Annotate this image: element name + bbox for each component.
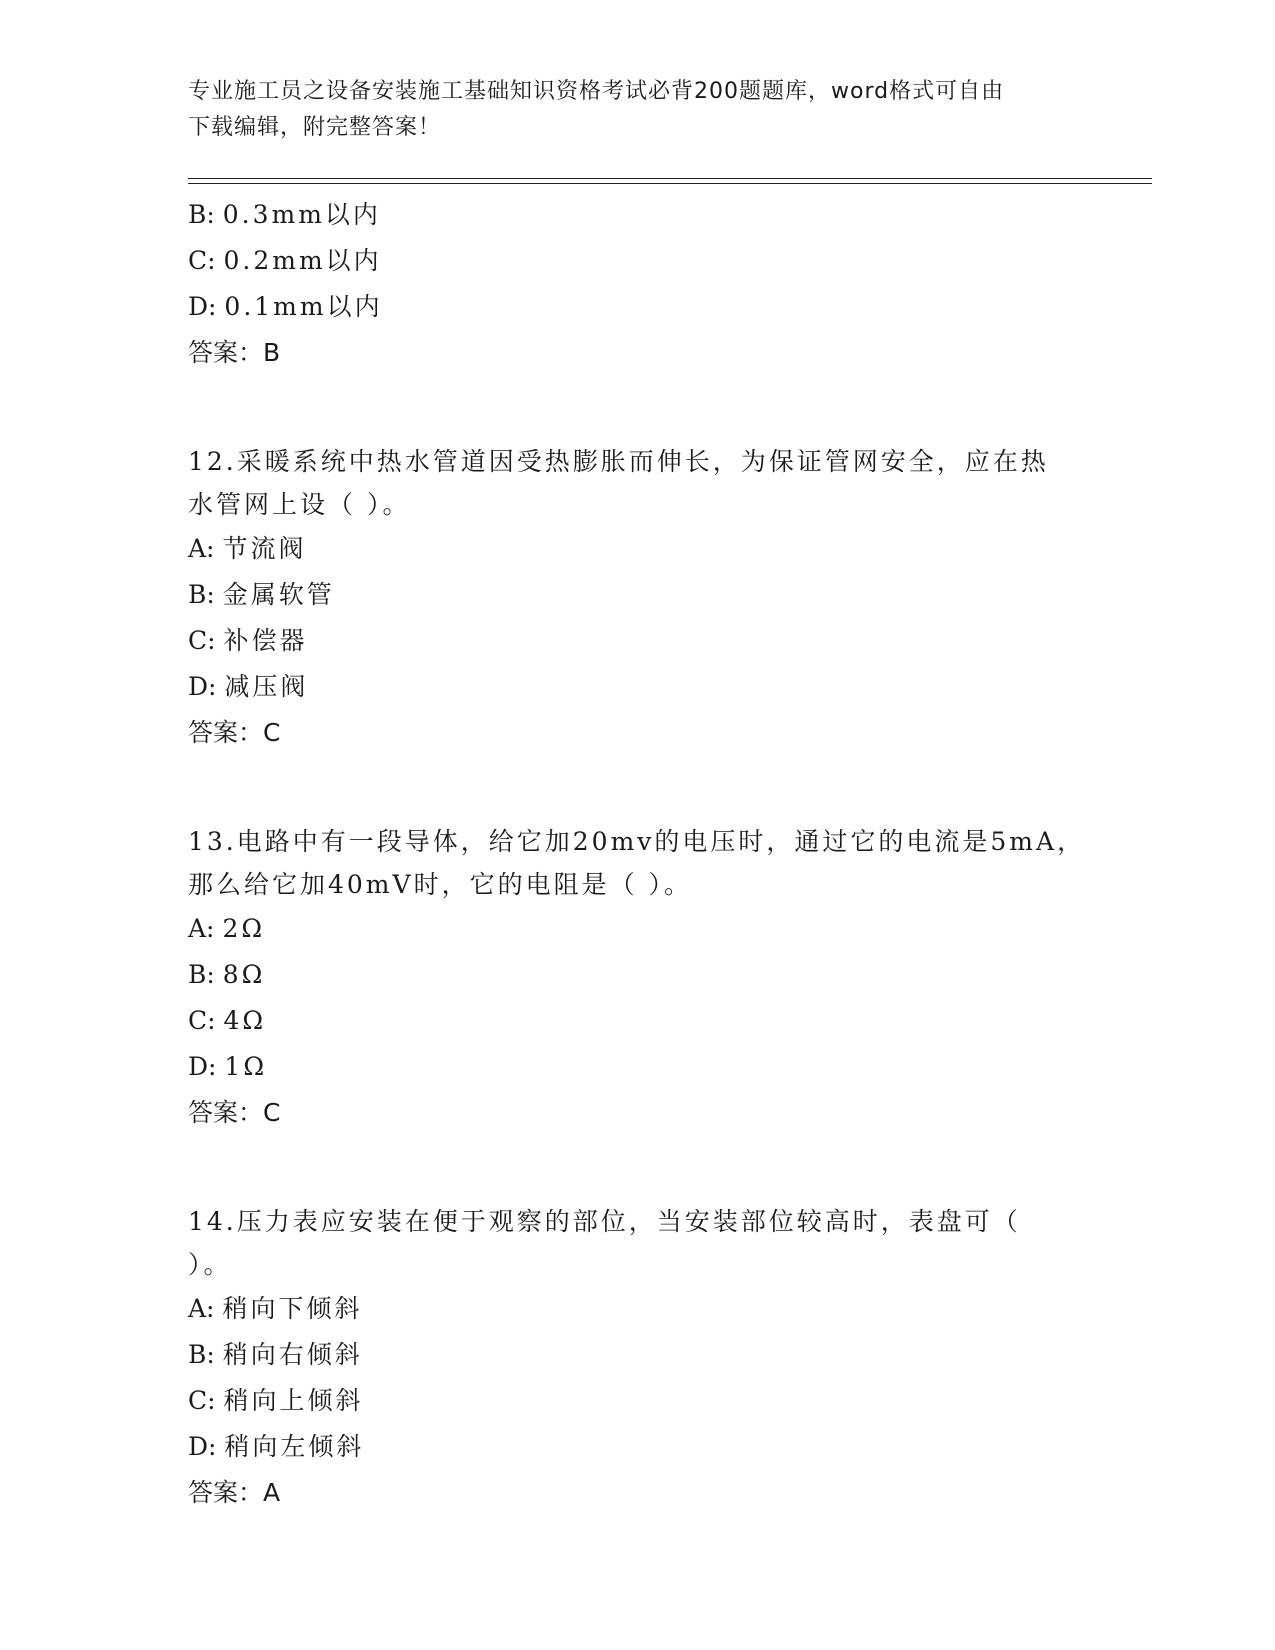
option-letter: B: xyxy=(188,960,215,989)
answer-line: 答案：A xyxy=(188,1478,281,1507)
option-text: 稍向上倾斜 xyxy=(223,1386,364,1415)
question-text xyxy=(188,1200,1088,1286)
question-text-line-1: 14.压力表应安装在便于观察的部位，当安装部位较高时，表盘可（ xyxy=(188,1207,1021,1236)
option-a xyxy=(188,1286,1088,1332)
option-text: 补偿器 xyxy=(223,626,308,655)
question-text-line-1: 13.电路中有一段导体，给它加20mv的电压时，通过它的电流是5mA， xyxy=(188,827,1086,856)
option-letter: B: xyxy=(188,580,215,609)
question-14 xyxy=(188,1200,1088,1516)
option-text: 2Ω xyxy=(222,914,266,943)
header-divider-top xyxy=(188,178,1152,179)
option-text: 金属软管 xyxy=(222,580,335,609)
option-b xyxy=(188,1332,1088,1378)
question-text xyxy=(188,820,1088,906)
option-text: 稍向左倾斜 xyxy=(224,1432,365,1461)
answer-line: 答案：C xyxy=(188,1098,281,1127)
option-letter: D: xyxy=(188,1432,217,1461)
option-b xyxy=(188,192,1088,238)
option-text: 0.2mm以内 xyxy=(223,246,382,275)
option-a xyxy=(188,526,1088,572)
question-text-line-2: 那么给它加40mV时，它的电阻是（ ）。 xyxy=(188,870,693,899)
option-a xyxy=(188,906,1088,952)
option-letter: D: xyxy=(188,292,217,321)
answer-line: 答案：C xyxy=(188,718,281,747)
header-line-1: 专业施工员之设备安装施工基础知识资格考试必背200题题库，word格式可自由 xyxy=(188,79,1005,104)
option-letter: C: xyxy=(188,626,216,655)
option-c xyxy=(188,998,1088,1044)
option-text: 1Ω xyxy=(224,1052,268,1081)
option-letter: A: xyxy=(188,1294,215,1323)
question-12 xyxy=(188,440,1088,756)
option-text: 减压阀 xyxy=(224,672,309,701)
document-header xyxy=(188,74,1088,146)
option-c xyxy=(188,1378,1088,1424)
option-text: 4Ω xyxy=(223,1006,267,1035)
option-text: 稍向右倾斜 xyxy=(222,1340,363,1369)
question-text-line-2: 水管网上设（ ）。 xyxy=(188,490,411,519)
option-b xyxy=(188,572,1088,618)
option-letter: B: xyxy=(188,1340,215,1369)
option-letter: A: xyxy=(188,534,215,563)
option-d xyxy=(188,1424,1088,1470)
option-text: 0.1mm以内 xyxy=(224,292,383,321)
option-letter: C: xyxy=(188,1006,216,1035)
question-list xyxy=(188,192,1088,1516)
option-letter: A: xyxy=(188,914,215,943)
header-line-2: 下载编辑，附完整答案！ xyxy=(188,115,442,140)
option-d xyxy=(188,1044,1088,1090)
option-letter: D: xyxy=(188,672,217,701)
header-divider-bottom xyxy=(188,183,1152,184)
option-d xyxy=(188,284,1088,330)
answer-line: 答案：B xyxy=(188,338,281,367)
option-c xyxy=(188,238,1088,284)
option-letter: C: xyxy=(188,246,216,275)
option-letter: D: xyxy=(188,1052,217,1081)
option-c xyxy=(188,618,1088,664)
option-b xyxy=(188,952,1088,998)
option-text: 节流阀 xyxy=(222,534,307,563)
option-letter: B: xyxy=(188,200,215,229)
question-13 xyxy=(188,820,1088,1136)
option-text: 稍向下倾斜 xyxy=(222,1294,363,1323)
question-11 xyxy=(188,192,1088,376)
option-d xyxy=(188,664,1088,710)
option-letter: C: xyxy=(188,1386,216,1415)
option-text: 0.3mm以内 xyxy=(222,200,381,229)
question-text-line-2: ）。 xyxy=(188,1250,232,1279)
option-text: 8Ω xyxy=(222,960,266,989)
question-text-line-1: 12.采暖系统中热水管道因受热膨胀而伸长，为保证管网安全，应在热 xyxy=(188,447,1049,476)
question-text xyxy=(188,440,1088,526)
